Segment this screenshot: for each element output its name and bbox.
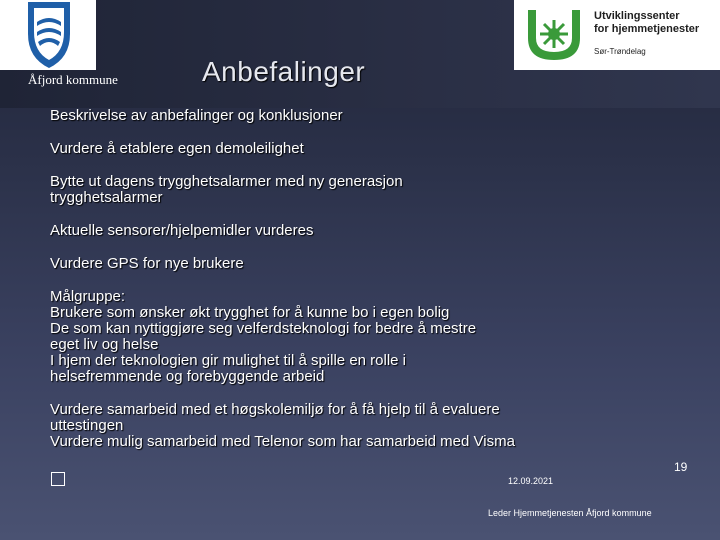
page-number: 19 (674, 460, 688, 474)
list-item: Beskrivelse av anbefalinger og konklusjoner (50, 107, 343, 124)
list-item: Bytte ut dagens trygghetsalarmer med ny generasjon trygghetsalarmer (50, 173, 403, 206)
list-item: Vurdere å etablere egen demoleilighet (50, 140, 304, 157)
partner-emblem-icon (524, 6, 584, 66)
recommendation-list (50, 108, 665, 467)
partner-logo (514, 0, 720, 70)
bullet-box-icon (51, 472, 65, 486)
slide-date: 12.09.2021 (508, 476, 554, 486)
list-item: Aktuelle sensorer/hjelpemidler vurderes (50, 222, 314, 239)
list-item: Vurdere samarbeid med et høgskolemiljø for å få hjelp til å evaluere uttestingen Vurdere mulig samarbeid med Telenor som har samarbeid med Visma (50, 401, 515, 450)
partner-name (594, 10, 699, 36)
partner-name-line2: for hjemmetjenester (594, 23, 700, 35)
list-item: Vurdere GPS for nye brukere (50, 255, 244, 272)
slide-title: Anbefalinger (202, 56, 366, 87)
coat-of-arms-logo (0, 0, 96, 70)
list-item: Målgruppe: Brukere som ønsker økt trygghet for å kunne bo i egen bolig De som kan nyttiggjøre seg velferdsteknologi for bedre å mestre eget liv og helse I hjem der teknologien gir mulighet til å spille en rolle i helsefremmende og forebyggende arbeid (50, 288, 477, 385)
municipality-name: Åfjord kommune (28, 72, 118, 87)
footer-text: Leder Hjemmetjenesten Åfjord kommune (488, 508, 652, 518)
partner-name-line1: Utviklingssenter (594, 10, 680, 22)
partner-region: Sør-Trøndelag (594, 47, 646, 56)
shield-icon (0, 0, 96, 70)
